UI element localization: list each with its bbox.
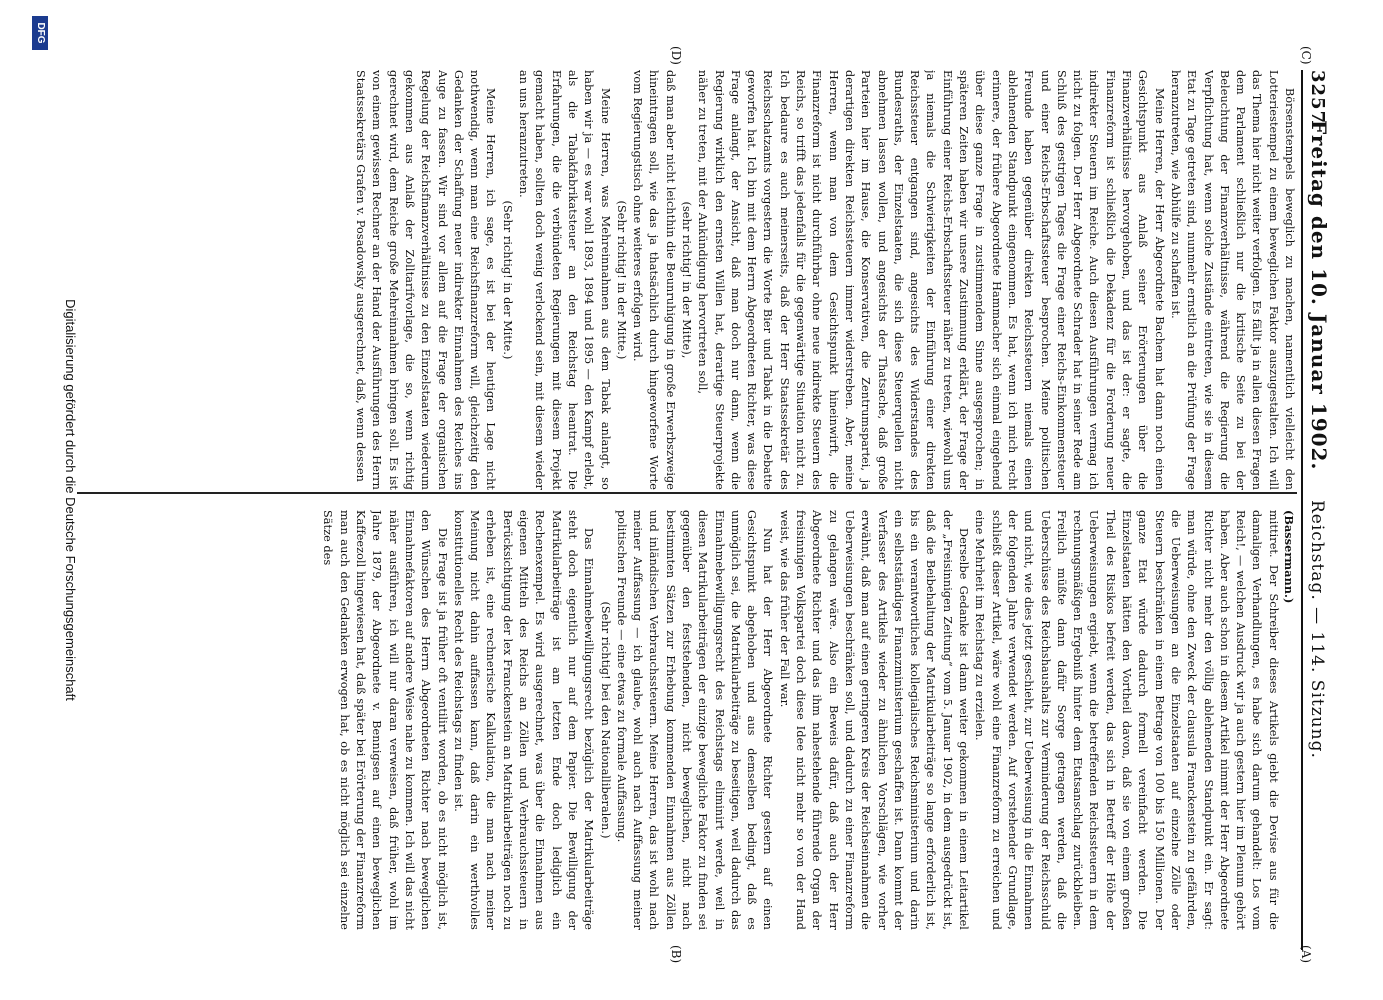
interjection: (sehr richtig! in der Mitte), xyxy=(680,201,694,359)
session-title: Reichstag. — 114. Sitzung. xyxy=(1307,500,1327,759)
paragraph: mittiret. Der Schreiber dieses Artikels giebt die Devise aus für die damaligen Verhandlungen, es habe sich darum gehandelt: Los vom Reich!, — welchen Ausdruck wir ja auch gestern hier im Plenum gehört haben. Aber auch schon in diesem Artikel nimmt der Herr Abgeordnete Richter nicht mehr den völlig ablehnenden Standpunkt ein. Er sagt: man würde, ohne den Zweck der clausula Franckenstein zu gefährden, die Ueberweisungen an die Einzelstaaten auf einzelne Zölle oder Steuern beschränken in einem Betrage von 100 bis 150 Millionen. Der ganze Etat würde dadurch formell vereinfacht werden. Die Einzelstaaten hätten den Vortheil davon, daß sie von einem großen Theil des Risikos befreit werden, das sich in Betreff der Höhe der Ueberweisungen ergiebt, wenn die betreffenden Reichssteuern in dem rechnungsmäßigen Ergebniß hinter dem Etatsanschlag zurückbleiben. Freilich müßte dann dafür Sorge getragen werden, daß die Ueberschüsse des Reichshaushalts zur Verminderung der Reichsschuld und nicht, wie dies jetzt geschieht, zur Ueberweisung in die Einnahmen der folgenden Jahre verwendet werden. Auf vorstehender Grundlage, schließt dieser Artikel, wäre wohl eine Finanzreform zu erreichen und eine Mehrheit im Reichstag zu erzielen. xyxy=(973,510,1280,930)
interjection: (Sehr richtig! in der Mitte.) xyxy=(614,200,628,360)
paragraph: Börsenstempels beweglich zu machen, namentlich vielleicht den Lotteriestempel zu einem beweglichen Faktor auszugestalten. Ich will das Thema hier nicht weiter verfolgen. Es fällt ja in allen diesen Fragen dem Parlament schließlich nur die kritische Seite zu bei der Beleuchtung der Finanzverhältnisse, während die Regierung die Verpflichtung hat, wenn solche Zustände eintreten, wie sie in diesem Etat zu Tage getreten sind, nunmehr ernstlich an die Prüfung der Frage heranzutreten, wie Abhülfe zu schaffen ist. xyxy=(1168,70,1296,490)
margin-marker-d: (D) xyxy=(669,46,683,65)
digitization-credit: Digitalisierung gefördert durch die Deutsche Forschungsgemeinschaft xyxy=(63,299,78,701)
page-number: 3257 xyxy=(1307,70,1328,125)
paragraph: Meine Herren, was Mehreinnahmen aus dem Tabak anlangt, so haben wir ja — es war wohl 1893, 1894 und 1895 — den Kampf erlebt, als die Tabakfabrikatsteuer an den Reichstag heantrat. Die Erfahrungen, die die verbündeten Regierungen mit diesem Projekt gemacht haben, sollten doch wenig verlockend sein, mit diesem wieder an uns heranzutreten. xyxy=(517,70,612,490)
interjection: (Sehr richtig! in der Mitte.) xyxy=(500,200,514,360)
page-date: Freitag den 10. Januar 1902. xyxy=(1307,120,1331,471)
paragraph: Die Frage ist ja früher oft ventilirt worden, ob es nicht möglich ist, den Wünschen des Herrn Abgeordneten Richter nach beweglichen Einnahmefaktoren auf andere Weise nahe zu kommen. Ich will das nicht näher ausführen, ich will nur daran verweisen, daß früher, wohl im Jahre 1879, der Abgeordnete v. Bennigsen auf einen beweglichen Kaffeezoll hingewiesen hat, daß später bei Erörterung der Finanzreform man auch den Gedanken erwogen hat, ob es nicht möglich sei einzelne Sätze des xyxy=(321,510,449,930)
speaker-name: (Bassermann.) xyxy=(1282,510,1296,604)
paragraph: Derselbe Gedanke ist dann weiter gekommen in einem Leitartikel der „Freisinnigen Zeitung“ vom 5. Januar 1902, in dem ausgedrückt ist, daß die Beibehaltung der Matrikularbeiträge so lange erforderlich ist, bis ein verantwortliches kollegialisches Reichsministerium und darin ein selbstständiges Finanzministerium geschaffen ist. Dann kommt der Verfasser des Artikels wieder zu ähnlichen Vorschlägen, wie vorher erwähnt, daß man auf einen geringeren Kreis der Reichseinnahmen die Ueberweisungen beschränken soll, und dadurch zu einer Finanzreform zu gelangen wäre. Also ein Beweis dafür, daß auch der Herr Abgeordnete Richter und das ihm nahestehende führende Organ der freisinnigen Volkspartei doch diese Idee nicht mehr so von der Hand weist, wie das früher der Fall war. xyxy=(777,510,971,930)
paragraph: Nun hat der Herr Abgeordnete Richter gestern auf einen Gesichtspunkt abgehoben und aus demselben bedingt, daß es unmöglich sei, die Matrikularbeiträge zu beseitigen, weil dadurch das Einnahmebewilligungsrecht des Reichstags eliminirt werde, weil in diesen Matrikularbeiträgen der einzige bewegliche Faktor zu finden sei gegenüber den feststehenden, nicht beweglichen, nicht nach bestimmten Sätzen zur Erhebung kommenden Einnahmen aus Zöllen und inländischen Verbrauchssteuern. Meine Herren, das ist wohl nach meiner Auffassung — ich glaube, wohl auch nach Auffassung meiner politischen Freunde — eine etwas zu formale Auffassung. xyxy=(614,510,775,930)
paragraph: Meine Herren, der Herr Abgeordnete Bachem hat dann noch einen Gesichtspunkt aus Anlaß seiner Erörterungen über die Finanzverhältnisse hervorgehoben, und das ist der: er sagte, die Finanzreform ist schließlich die Dekadenz für die Forderung neuer indirekter Steuern im Reiche. Auch diesen Ausführungen vermag ich nicht zu folgen. Der Herr Abgeordnete Schrader hat in seiner Rede am Schluß des gestrigen Tages die Frage einer Reichs-Einkommensteuer und einer Reichs-Erbschaftssteuer besprochen. Meine politischen Freunde haben gegenüber direkten Reichssteuern niemals einen ablehnenden Standpunkt eingenommen. Es hat, wenn ich mich recht erinnere, der frühere Abgeordnete Hammacher sich einmal eingehend über diese ganze Frage in zustimmendem Sinne ausgesprochen; in späteren Zeiten haben wir unsere Zustimmung erklärt, der Frage der Einführung einer Reichs-Erbschaftssteuer näher zu treten, wiewohl uns ja niemals die Schwierigkeiten der Einführung einer direkten Reichssteuer entgangen sind, angesichts des Widerstandes des Bundesraths, der Einzelstaaten, die sich diese Steuerquellen nicht abnehmen lassen wollen, und angesichts der Thatsache, daß große Parteien hier im Hause, die Konservativen, die Zentrumspartei, ja derartigen direkten Reichssteuern immer widerstreben. Aber, meine Herren, wenn man von dem Gesichtspunkt hineinwirft, die Finanzreform ist nicht durchführbar ohne neue indirekte Steuern des Reichs, so trifft das jedenfalls für die gegenwärtige Situation nicht zu. Ich bedaure es auch meinerseits, daß der Herr Staatssekretär des Reichsschatzamts vorgestern die Worte Bier und Tabak in die Debatte geworfen hat. Ich bin mit dem Herrn Abgeordneten Richter, was diese Frage anlangt, der Ansicht, daß man doch nur dann, wenn die Regierung wirklich den ernsten Willen hat, derartige Steuerprojekte näher zu treten, mit der Ankündigung hervortreten soll, xyxy=(696,70,1166,490)
column-divider xyxy=(77,492,1297,494)
page-header xyxy=(1301,70,1343,950)
paragraph: Das Einnahmebewilligungsrecht bezüglich der Matrikularbeiträge steht doch eigentlich nur auf dem Papier. Die Bewilligung der Matrikularbeiträge ist am letzten Ende doch lediglich ein Rechenexempel. Es wird ausgerechnet, was über die Einnahmen aus eigenen Mitteln des Reichs an Zöllen und Verbrauchssteuern in Berücksichtigung der lex Franckenstein an Matrikularbeiträgen noch zu erheben ist, eine rechnerische Kalkulation, die man nach meiner Meinung nicht dahin auffassen kann, daß darin ein werthvolles konstitutionelles Recht des Reichstags zu finden ist. xyxy=(451,510,596,930)
text-column-left xyxy=(77,510,1297,930)
interjection: (Sehr richtig! bei den Nationalliberalen.) xyxy=(598,601,612,839)
margin-marker-c: (C) xyxy=(1299,46,1313,65)
dfg-logo: DFG xyxy=(32,16,48,50)
margin-marker-b: (B) xyxy=(669,945,683,964)
paragraph: daß man aber nicht leichthin die Beunruhigung in große Erwerbszweige hineintragen soll, wie das ja thatsächlich durch hingeworfene Worte vom Regierungstisch ohne weiteres erfolgen wird. xyxy=(631,70,677,490)
text-column-right xyxy=(77,70,1297,490)
paragraph: Meine Herren, ich sage, es ist bei der heutigen Lage nicht nothwendig, wenn man eine Reichsfinanzreform will, gleichzeitig den Gedanken der Schaffung neuer indirekter Einnahmen des Reiches ins Auge zu fassen. Wir sind vor allem auf die Frage der organischen Regelung der Reichsfinanzverhältnisse zu den Einzelstaaten wiederum gekommen aus Anlaß der Zolltarifvorlage, die so, wenn richtig gerechnet wird, dem Reiche große Mehreinnahmen bringen soll. Es ist von einem gewissen Rechner an der Hand der Ausführungen des Herrn Staatssekretärs Grafen v. Posadowsky ausgerechnet, daß, wenn dessen xyxy=(354,70,498,490)
margin-marker-a: (A) xyxy=(1299,945,1313,964)
